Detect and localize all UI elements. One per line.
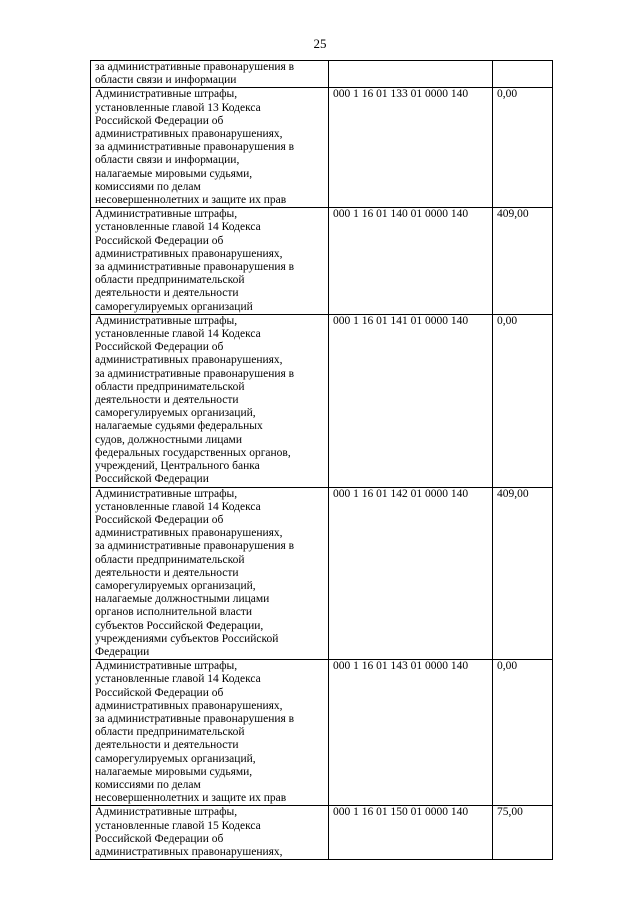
row-kbk-code: 000 1 16 01 133 01 0000 140 [329, 88, 493, 208]
table-row [91, 88, 553, 208]
budget-table [90, 60, 553, 860]
row-description: Административные штрафы, установленные главой 13 Кодекса Российской Федерации об административных правонарушениях, за административные правонарушения в области связи и информации, налагаемые мировыми судьями, комиссиями по делам несовершеннолетних и защите их прав [91, 88, 329, 208]
row-description: за административные правонарушения в области связи и информации [91, 61, 329, 88]
row-amount: 409,00 [493, 208, 553, 315]
table-row [91, 208, 553, 315]
row-kbk-code: 000 1 16 01 150 01 0000 140 [329, 806, 493, 860]
row-description: Административные штрафы, установленные главой 14 Кодекса Российской Федерации об административных правонарушениях, за административные правонарушения в области предпринимательской деятельности и деятельности саморегулируемых организаций, налагаемые мировыми судьями, комиссиями по делам несовершеннолетних и защите их прав [91, 660, 329, 806]
row-kbk-code: 000 1 16 01 143 01 0000 140 [329, 660, 493, 806]
row-description: Административные штрафы, установленные главой 15 Кодекса Российской Федерации об административных правонарушениях, [91, 806, 329, 860]
table-row [91, 314, 553, 487]
row-kbk-code [329, 61, 493, 88]
table-row [91, 806, 553, 860]
row-amount: 0,00 [493, 88, 553, 208]
table-row [91, 487, 553, 660]
row-amount: 75,00 [493, 806, 553, 860]
row-kbk-code: 000 1 16 01 140 01 0000 140 [329, 208, 493, 315]
row-description: Административные штрафы, установленные главой 14 Кодекса Российской Федерации об административных правонарушениях, за административные правонарушения в области предпринимательской деятельности и деятельности саморегулируемых организаций, налагаемые должностными лицами органов исполнительной власти субъектов Российской Федерации, учреждениями субъектов Российской Федерации [91, 487, 329, 660]
row-amount: 0,00 [493, 314, 553, 487]
row-amount [493, 61, 553, 88]
page-number: 25 [313, 36, 327, 51]
row-description: Административные штрафы, установленные главой 14 Кодекса Российской Федерации об административных правонарушениях, за административные правонарушения в области предпринимательской деятельности и деятельности саморегулируемых организаций [91, 208, 329, 315]
row-kbk-code: 000 1 16 01 141 01 0000 140 [329, 314, 493, 487]
table-row [91, 61, 553, 88]
row-description: Административные штрафы, установленные главой 14 Кодекса Российской Федерации об административных правонарушениях, за административные правонарушения в области предпринимательской деятельности и деятельности саморегулируемых организаций, налагаемые судьями федеральных судов, должностными лицами федеральных государственных органов, учреждений, Центрального банка Российской Федерации [91, 314, 329, 487]
row-amount: 409,00 [493, 487, 553, 660]
row-amount: 0,00 [493, 660, 553, 806]
row-kbk-code: 000 1 16 01 142 01 0000 140 [329, 487, 493, 660]
table-row [91, 660, 553, 806]
